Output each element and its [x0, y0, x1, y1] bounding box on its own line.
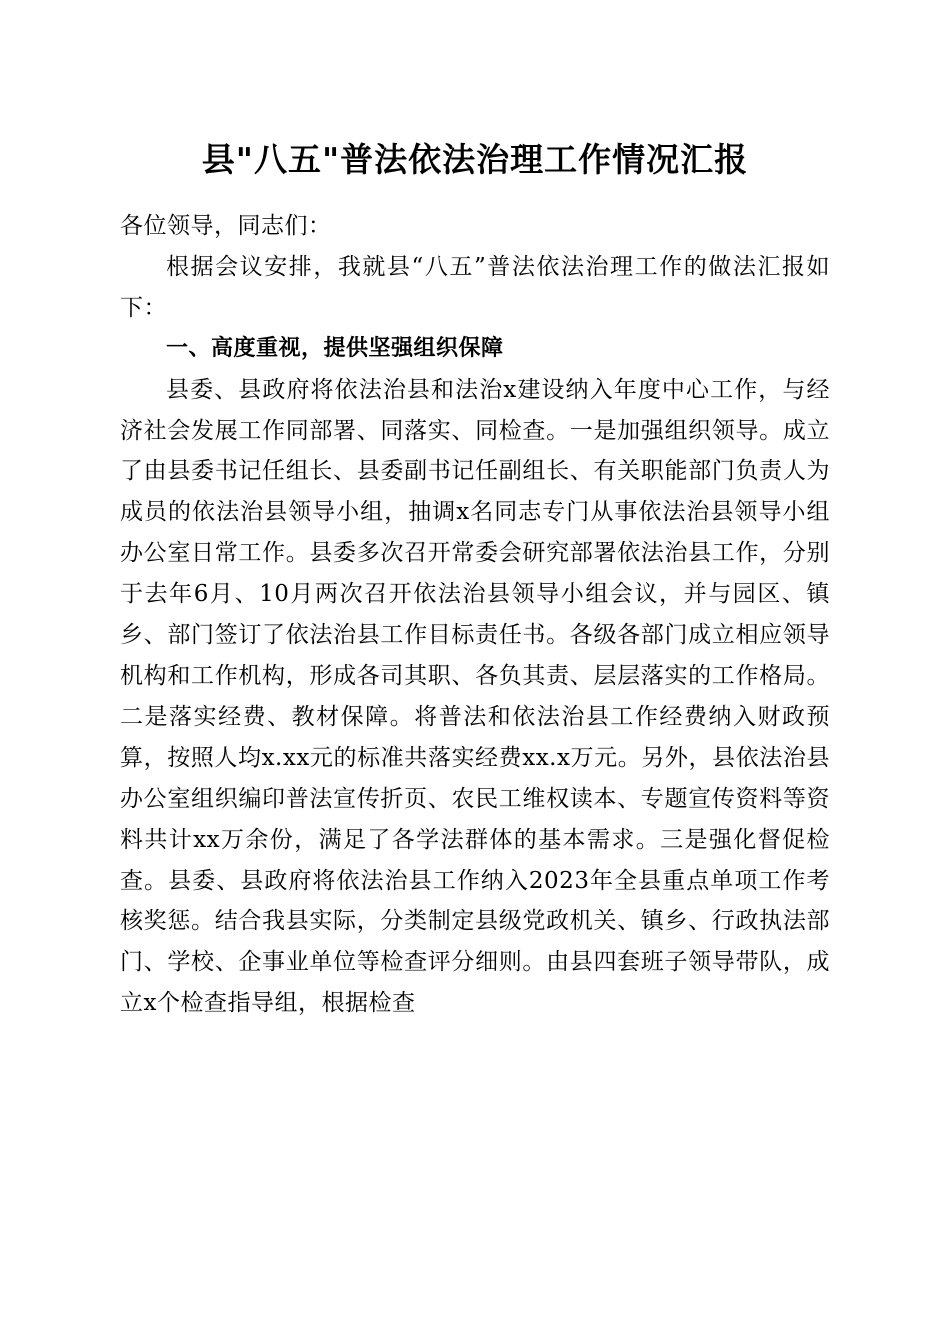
document-body	[120, 206, 830, 1024]
section-heading-1: 一、高度重视，提供坚强组织保障	[166, 335, 504, 361]
document-title: 县"八五"普法依法治理工作情况汇报	[201, 140, 749, 179]
section-paragraph-1: 县委、县政府将依法治县和法治x建设纳入年度中心工作，与经济社会发展工作同部署、同落实、同检查。一是加强组织领导。成立了由县委书记任组长、县委副书记任副组长、有关职能部门负责人为成员的依法治县领导小组，抽调x名同志专门从事依法治县领导小组办公室日常工作。县委多次召开常委会研究部署依法治县工作，分别于去年6月、10月两次召开依法治县领导小组会议，并与园区、镇乡、部门签订了依法治县工作目标责任书。各级各部门成立相应领导机构和工作机构，形成各司其职、各负其责、层层落实的工作格局。二是落实经费、教材保障。将普法和依法治县工作经费纳入财政预算，按照人均x.xx元的标准共落实经费xx.x万元。另外，县依法治县办公室组织编印普法宣传折页、农民工维权读本、专题宣传资料等资料共计xx万余份，满足了各学法群体的基本需求。三是强化督促检查。县委、县政府将依法治县工作纳入2023年全县重点单项工作考核奖惩。结合我县实际，分类制定县级党政机关、镇乡、行政执法部门、学校、企事业单位等检查评分细则。由县四套班子领导带队，成立x个检查指导组，根据检查	[120, 376, 830, 1017]
intro-paragraph: 根据会议安排，我就县“八五”普法依法治理工作的做法汇报如下：	[120, 253, 830, 321]
salutation: 各位领导，同志们：	[120, 213, 332, 239]
